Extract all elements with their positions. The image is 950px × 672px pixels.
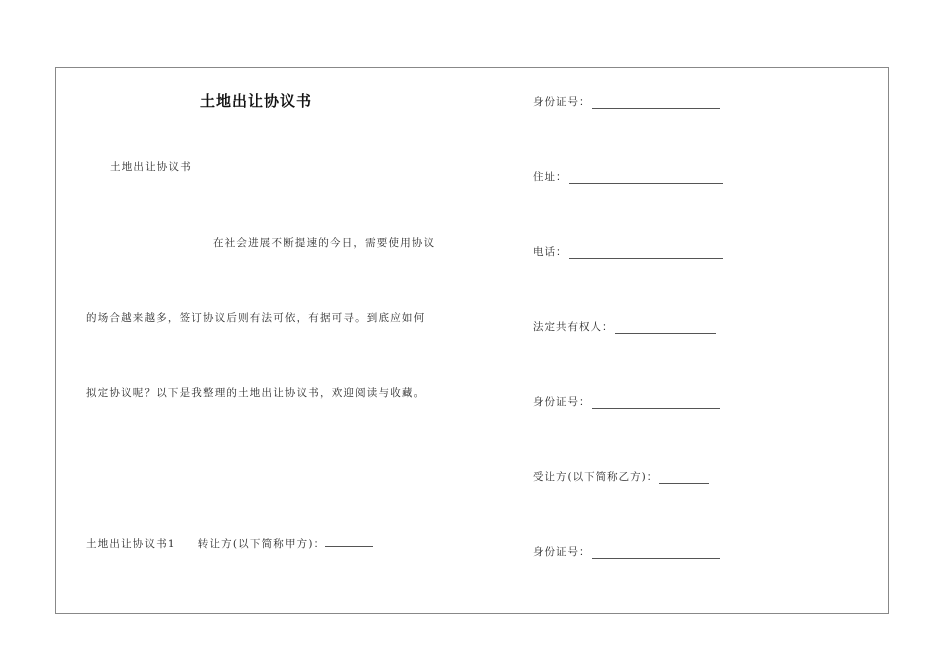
id-number-blank[interactable] <box>592 546 720 559</box>
transferee-field <box>533 469 709 484</box>
paragraph-line-1: 在社会进展不断提速的今日，需要使用协议 <box>213 237 436 249</box>
document-subtitle: 土地出让协议书 <box>110 161 192 173</box>
transferor-label: 转让方(以下简称甲方)： <box>197 538 326 550</box>
field-label: 受让方(以下简称乙方)： <box>533 471 659 483</box>
address-field <box>533 169 723 184</box>
address-blank[interactable] <box>569 171 723 184</box>
transferee-blank[interactable] <box>659 471 709 484</box>
co-owner-blank[interactable] <box>615 321 716 334</box>
id-number-field-3 <box>533 544 720 559</box>
paragraph-line-3: 拟定协议呢？以下是我整理的土地出让协议书，欢迎阅读与收藏。 <box>86 387 426 399</box>
phone-field <box>533 244 723 259</box>
id-number-field-2 <box>533 394 720 409</box>
co-owner-field <box>533 319 716 334</box>
section-heading: 土地出让协议书1 <box>86 538 176 550</box>
phone-blank[interactable] <box>569 246 723 259</box>
field-label: 住址： <box>533 171 568 183</box>
paragraph-line-2: 的场合越来越多，签订协议后则有法可依，有据可寻。到底应如何 <box>86 312 426 324</box>
id-number-blank[interactable] <box>592 396 720 409</box>
field-label: 身份证号： <box>533 396 591 408</box>
transferor-blank[interactable] <box>325 535 373 547</box>
id-number-field-1 <box>533 94 720 109</box>
field-label: 电话： <box>533 246 568 258</box>
field-label: 法定共有权人： <box>533 321 614 333</box>
field-label: 身份证号： <box>533 96 591 108</box>
page-frame <box>55 67 889 614</box>
document-title: 土地出让协议书 <box>200 92 313 110</box>
field-label: 身份证号： <box>533 546 591 558</box>
transferor-line <box>86 535 373 551</box>
id-number-blank[interactable] <box>592 96 720 109</box>
